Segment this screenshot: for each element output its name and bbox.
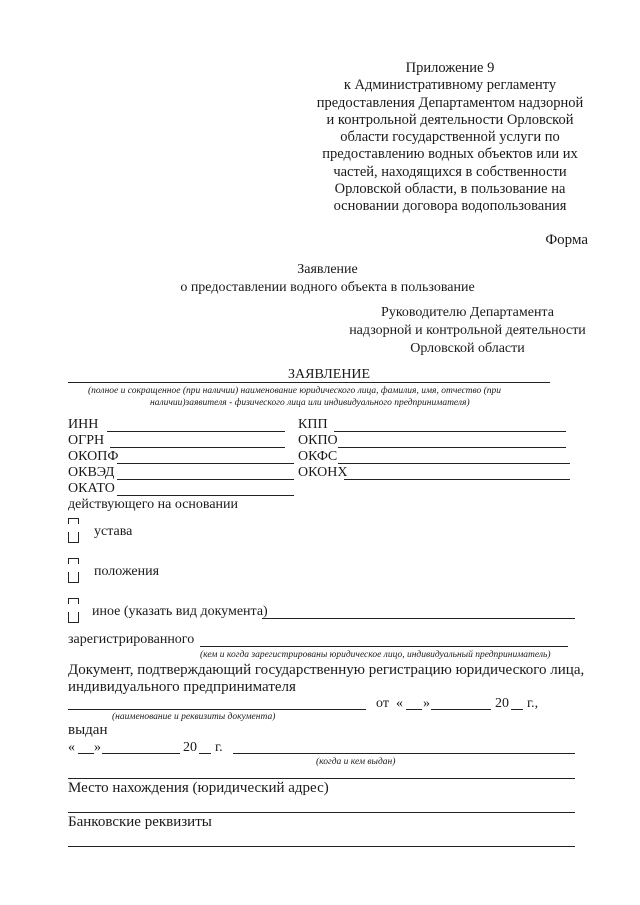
addressee-line: надзорной и контрольной деятельности bbox=[349, 323, 586, 338]
appendix-line: области государственной услуги по bbox=[340, 129, 560, 146]
applicant-name-field[interactable] bbox=[68, 382, 550, 383]
doc-subtitle: о предоставлении водного объекта в пользование bbox=[180, 280, 475, 295]
inn-label: ИНН bbox=[68, 417, 99, 432]
appendix-line: предоставлению водных объектов или их bbox=[322, 146, 578, 163]
basis-other-field[interactable] bbox=[262, 618, 575, 619]
appendix-line: Приложение 9 bbox=[405, 60, 495, 76]
okfs-label: ОКФС bbox=[298, 449, 338, 464]
issued-month-field[interactable] bbox=[102, 753, 180, 754]
ogrn-field[interactable] bbox=[110, 447, 285, 448]
okved-label: ОКВЭД bbox=[68, 465, 115, 480]
appendix-note bbox=[300, 60, 600, 216]
form-heading: ЗАЯВЛЕНИЕ bbox=[288, 367, 371, 382]
okfs-field[interactable] bbox=[338, 463, 570, 464]
inn-field[interactable] bbox=[107, 431, 285, 432]
basis-regulation-label: положения bbox=[94, 564, 160, 579]
appendix-line: Орловской области, в пользование на bbox=[334, 181, 566, 198]
reg-doc-month-field[interactable] bbox=[431, 709, 491, 710]
reg-doc-year-prefix: 20 bbox=[495, 696, 509, 711]
reg-doc-from: от bbox=[376, 696, 389, 711]
appendix-line: к Административному регламенту bbox=[343, 77, 557, 94]
form-label: Форма bbox=[545, 232, 588, 248]
reg-doc-label: Документ, подтверждающий государственную регистрацию юридического лица, bbox=[68, 662, 585, 678]
extra-line-field[interactable] bbox=[68, 778, 575, 779]
location-field[interactable] bbox=[68, 812, 575, 813]
reg-doc-close-quote: » bbox=[423, 696, 430, 711]
registered-hint: (кем и когда зарегистрированы юридическое лицо, индивидуальный предприниматель) bbox=[200, 650, 551, 660]
okpo-label: ОКПО bbox=[298, 433, 338, 448]
issued-year-field[interactable] bbox=[199, 753, 211, 754]
okpo-field[interactable] bbox=[338, 447, 566, 448]
issued-year-prefix: 20 bbox=[183, 740, 197, 755]
ogrn-label: ОГРН bbox=[68, 433, 105, 448]
appendix-line: предоставления Департаментом надзорной bbox=[316, 94, 584, 111]
basis-charter-label: устава bbox=[94, 524, 133, 539]
issued-day-field[interactable] bbox=[78, 753, 94, 754]
okopf-field[interactable] bbox=[117, 463, 294, 464]
issued-label: выдан bbox=[68, 722, 108, 738]
kpp-label: КПП bbox=[298, 417, 328, 432]
okato-field[interactable] bbox=[117, 495, 294, 496]
appendix-line: и контрольной деятельности Орловской bbox=[326, 111, 574, 128]
applicant-hint: наличии)заявителя - физического лица или индивидуального предпринимателя) bbox=[150, 398, 470, 408]
kpp-field[interactable] bbox=[334, 431, 566, 432]
applicant-hint: (полное и сокращенное (при наличии) наименование юридического лица, фамилия, имя, отчество (при bbox=[88, 386, 502, 396]
reg-doc-label: индивидуального предпринимателя bbox=[68, 679, 296, 695]
reg-doc-hint: (наименование и реквизиты документа) bbox=[112, 712, 276, 722]
basis-regulation-checkbox[interactable] bbox=[68, 558, 77, 582]
addressee-line: Орловской области bbox=[410, 341, 525, 356]
okonh-label: ОКОНХ bbox=[298, 465, 348, 480]
appendix-line: основании договора водопользования bbox=[333, 198, 567, 215]
registered-field[interactable] bbox=[200, 646, 568, 647]
bank-label: Банковские реквизиты bbox=[68, 814, 212, 830]
doc-title: Заявление bbox=[297, 262, 358, 277]
addressee-line: Руководителю Департамента bbox=[381, 305, 554, 320]
basis-label: действующего на основании bbox=[68, 497, 239, 512]
basis-other-label: иное (указать вид документа) bbox=[92, 604, 268, 619]
reg-doc-open-quote: « bbox=[396, 696, 403, 711]
issued-by-field[interactable] bbox=[233, 753, 575, 754]
appendix-line: частей, находящихся в собственности bbox=[333, 163, 567, 180]
issued-year-suffix: г. bbox=[215, 740, 223, 755]
okopf-label: ОКОПФ bbox=[68, 449, 119, 464]
basis-charter-checkbox[interactable] bbox=[68, 518, 77, 542]
registered-label: зарегистрированного bbox=[68, 632, 195, 647]
issued-hint: (когда и кем выдан) bbox=[316, 757, 396, 767]
reg-doc-year-suffix: г., bbox=[527, 696, 539, 711]
reg-doc-name-field[interactable] bbox=[68, 709, 366, 710]
issued-open-quote: « bbox=[68, 740, 75, 755]
bank-field[interactable] bbox=[68, 846, 575, 847]
reg-doc-day-field[interactable] bbox=[406, 709, 422, 710]
location-label: Место нахождения (юридический адрес) bbox=[68, 780, 329, 796]
okved-field[interactable] bbox=[117, 479, 294, 480]
issued-close-quote: » bbox=[94, 740, 101, 755]
reg-doc-year-field[interactable] bbox=[511, 709, 523, 710]
basis-other-checkbox[interactable] bbox=[68, 598, 77, 622]
okato-label: ОКАТО bbox=[68, 481, 115, 496]
okonh-field[interactable] bbox=[344, 479, 570, 480]
